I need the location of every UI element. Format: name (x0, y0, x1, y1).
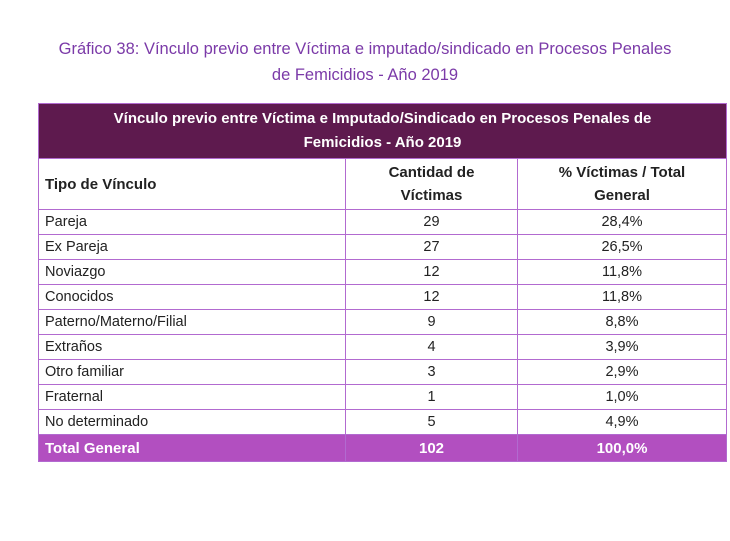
total-row (39, 435, 727, 462)
cell-porcentaje: 2,9% (518, 360, 727, 385)
caption-line-2: de Femicidios - Año 2019 (271, 66, 459, 84)
cell-porcentaje: 26,5% (518, 235, 727, 260)
table-row (39, 210, 727, 235)
header-cantidad-line-2: Víctimas (400, 187, 463, 204)
table-body (39, 210, 727, 435)
cell-porcentaje: 4,9% (518, 410, 727, 435)
cell-cantidad: 3 (346, 360, 518, 385)
total-cantidad: 102 (346, 435, 518, 462)
table-row (39, 410, 727, 435)
cell-cantidad: 4 (346, 335, 518, 360)
header-tipo-vinculo: Tipo de Vínculo (39, 159, 346, 210)
cell-cantidad: 12 (346, 285, 518, 310)
cell-cantidad: 5 (346, 410, 518, 435)
table-title-line-2: Femicidios - Año 2019 (303, 134, 462, 151)
table-title-line-1: Vínculo previo entre Víctima e Imputado/Sindicado en Procesos Penales de (113, 110, 652, 127)
table-row (39, 310, 727, 335)
cell-tipo: Otro familiar (39, 360, 346, 385)
cell-porcentaje: 28,4% (518, 210, 727, 235)
cell-tipo: Fraternal (39, 385, 346, 410)
header-porcentaje-line-1: % Víctimas / Total (558, 164, 686, 181)
cell-tipo: Pareja (39, 210, 346, 235)
total-porcentaje: 100,0% (518, 435, 727, 462)
cell-cantidad: 12 (346, 260, 518, 285)
figure-caption (0, 36, 730, 88)
table-row (39, 335, 727, 360)
table-title-row (39, 104, 727, 159)
caption-line-1: Gráfico 38: Vínculo previo entre Víctima e imputado/sindicado en Procesos Penales (58, 40, 672, 58)
cell-tipo: No determinado (39, 410, 346, 435)
cell-porcentaje: 8,8% (518, 310, 727, 335)
header-cantidad-line-1: Cantidad de (388, 164, 475, 181)
table-row (39, 385, 727, 410)
table-header-row (39, 159, 727, 210)
header-cantidad-victimas (346, 159, 518, 210)
table-row (39, 360, 727, 385)
cell-tipo: Noviazgo (39, 260, 346, 285)
cell-tipo: Extraños (39, 335, 346, 360)
victim-relationship-table (38, 103, 727, 462)
total-label: Total General (39, 435, 346, 462)
cell-cantidad: 29 (346, 210, 518, 235)
cell-porcentaje: 11,8% (518, 260, 727, 285)
table-row (39, 235, 727, 260)
table-row (39, 285, 727, 310)
cell-cantidad: 27 (346, 235, 518, 260)
cell-tipo: Paterno/Materno/Filial (39, 310, 346, 335)
cell-cantidad: 1 (346, 385, 518, 410)
cell-porcentaje: 1,0% (518, 385, 727, 410)
header-porcentaje (518, 159, 727, 210)
table-title (39, 104, 727, 159)
table-row (39, 260, 727, 285)
cell-porcentaje: 11,8% (518, 285, 727, 310)
cell-tipo: Conocidos (39, 285, 346, 310)
cell-tipo: Ex Pareja (39, 235, 346, 260)
cell-cantidad: 9 (346, 310, 518, 335)
cell-porcentaje: 3,9% (518, 335, 727, 360)
header-porcentaje-line-2: General (594, 187, 650, 204)
